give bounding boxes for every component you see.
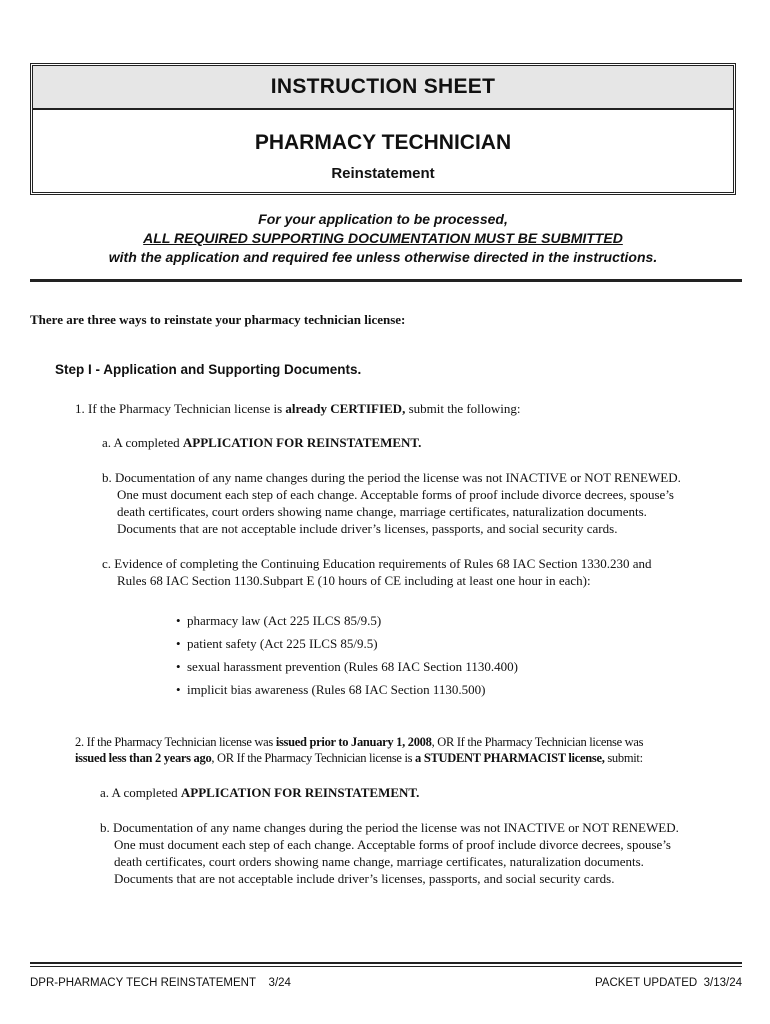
bullet-item: • sexual harassment prevention (Rules 68 IAC Section 1130.400) xyxy=(176,659,518,674)
notice-line-2: ALL REQUIRED SUPPORTING DOCUMENTATION MUST BE SUBMITTED xyxy=(143,230,623,246)
item-2b-line-1: b. Documentation of any name changes during the period the license was not INACTIVE or NOT RENEWED. xyxy=(100,820,679,835)
item-1b-line-2: One must document each step of each change. Acceptable forms of proof include divorce decrees, spouse’s xyxy=(117,487,674,502)
document-subsubtitle: Reinstatement xyxy=(331,165,435,182)
item-1c-line-1: c. Evidence of completing the Continuing Education requirements of Rules 68 IAC Section 1330.230 and xyxy=(102,556,652,571)
item-1b-line-3: death certificates, court orders showing name change, marriage certificates, naturalization documents. xyxy=(117,504,647,519)
intro-text: There are three ways to reinstate your pharmacy technician license: xyxy=(30,312,406,327)
item-1-text: 1. If the Pharmacy Technician license is already CERTIFIED, submit the following: xyxy=(75,401,521,416)
item-1a-text: a. A completed APPLICATION FOR REINSTATEMENT. xyxy=(102,435,422,450)
bullet-icon: • xyxy=(176,613,181,628)
footer-divider-thin xyxy=(30,966,742,967)
item-2-line-1: 2. If the Pharmacy Technician license was issued prior to January 1, 2008, OR If the Pharmacy Technician license was xyxy=(75,735,644,749)
header-box xyxy=(30,63,736,195)
item-2-line-2: issued less than 2 years ago, OR If the Pharmacy Technician license is a STUDENT PHARMACIST license, submit: xyxy=(75,751,643,765)
step-heading: Step I - Application and Supporting Documents. xyxy=(55,362,362,377)
footer-updated-date: PACKET UPDATED 3/13/24 xyxy=(594,977,742,989)
item-2b-line-4: Documents that are not acceptable include driver’s licenses, passports, and social security cards. xyxy=(114,871,615,886)
bullet-icon: • xyxy=(176,659,181,674)
item-2b-line-3: death certificates, court orders showing name change, marriage certificates, naturalization documents. xyxy=(114,854,644,869)
bullet-icon: • xyxy=(176,636,181,651)
bullet-item: • pharmacy law (Act 225 ILCS 85/9.5) xyxy=(176,613,382,628)
footer-form-id: DPR-PHARMACY TECH REINSTATEMENT 3/24 xyxy=(30,977,291,989)
footer-divider xyxy=(30,962,742,964)
item-1c-line-2: Rules 68 IAC Section 1130.Subpart E (10 hours of CE including at least one hour in each): xyxy=(117,573,591,588)
section-divider xyxy=(30,279,742,282)
bullet-icon: • xyxy=(176,682,181,697)
item-2b-line-2: One must document each step of each change. Acceptable forms of proof include divorce decrees, spouse’s xyxy=(114,837,671,852)
item-2a-text: a. A completed APPLICATION FOR REINSTATEMENT. xyxy=(100,785,420,800)
document-subtitle: PHARMACY TECHNICIAN xyxy=(254,131,512,154)
item-1b-line-1: b. Documentation of any name changes during the period the license was not INACTIVE or NOT RENEWED. xyxy=(102,470,681,485)
bullet-item: • patient safety (Act 225 ILCS 85/9.5) xyxy=(176,636,378,651)
notice-line-1: For your application to be processed, xyxy=(258,211,508,227)
bullet-item: • implicit bias awareness (Rules 68 IAC Section 1130.500) xyxy=(176,682,486,697)
notice-line-3: with the application and required fee unless otherwise directed in the instructions. xyxy=(108,249,658,265)
item-1b-line-4: Documents that are not acceptable include driver’s licenses, passports, and social security cards. xyxy=(117,521,618,536)
document-title: INSTRUCTION SHEET xyxy=(33,66,733,110)
